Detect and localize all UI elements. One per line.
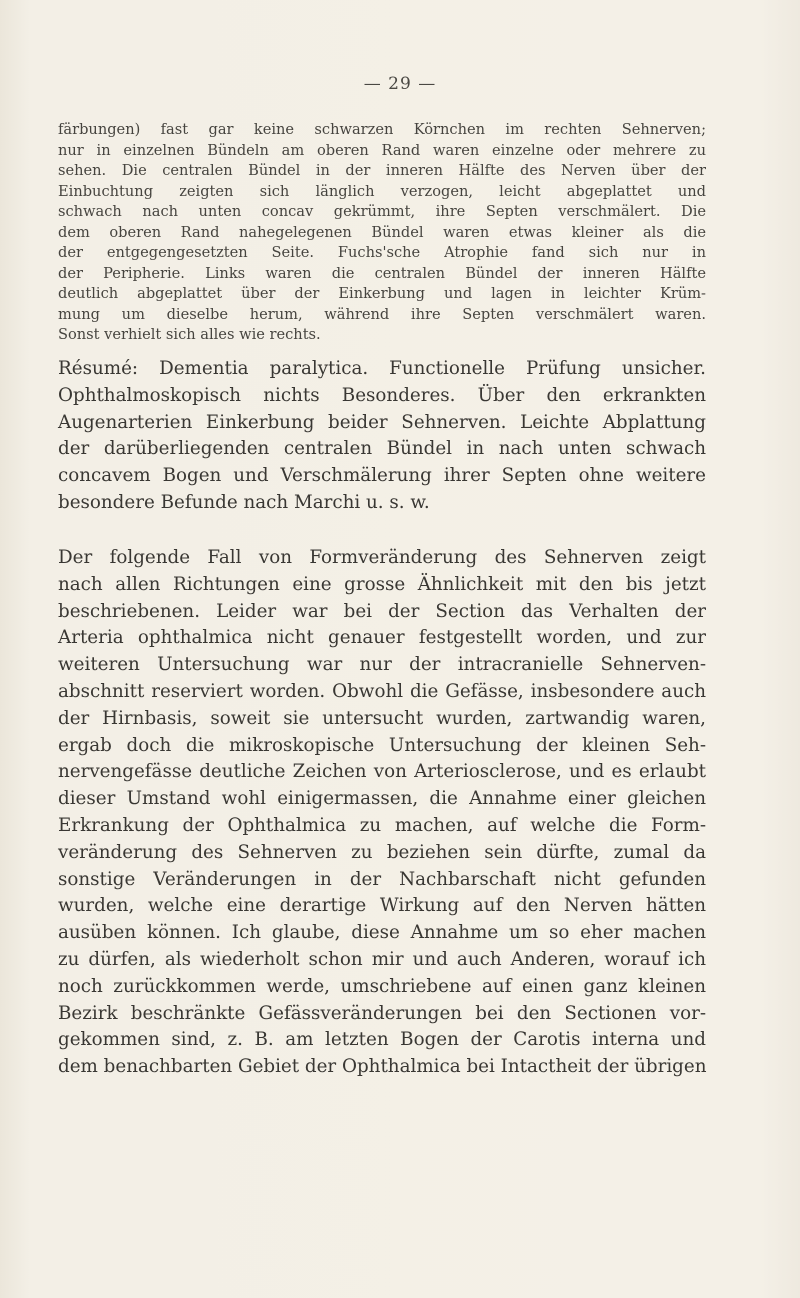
text-line: schwach nach unten concav gekrümmt, ihre Septen verschmälert. Die [58, 203, 706, 220]
text-line: sehen. Die centralen Bündel in der inneren Hälfte des Nerven über der [58, 162, 706, 179]
text-line: besondere Befunde nach Marchi u. s. w. [58, 491, 430, 513]
text-line: der entgegengesetzten Seite. Fuchs'sche Atrophie fand sich nur in [58, 244, 706, 261]
text-line: deutlich abgeplattet über der Einkerbung und lagen in leichter Krüm- [58, 285, 706, 302]
paragraph-findings [58, 120, 706, 346]
text-line: ergab doch die mikroskopische Untersuchung der kleinen Seh- [58, 734, 706, 756]
text-line: nach allen Richtungen eine grosse Ähnlichkeit mit den bis jetzt [58, 573, 706, 595]
text-line: wurden, welche eine derartige Wirkung auf den Nerven hätten [58, 895, 706, 917]
text-line: dieser Umstand wohl einigermassen, die Annahme einer gleichen [58, 788, 706, 810]
text-line: zu dürfen, als wiederholt schon mir und auch Anderen, worauf ich [58, 948, 706, 970]
text-line: sonstige Veränderungen in der Nachbarschaft nicht gefunden [58, 868, 706, 890]
text-line: dem benachbarten Gebiet der Ophthalmica bei Intactheit der übrigen [58, 1056, 707, 1078]
text-line: Augenarterien Einkerbung beider Sehnerven. Leichte Abplattung [58, 411, 706, 433]
text-line: Résumé: Dementia paralytica. Functionelle Prüfung unsicher. [58, 358, 706, 379]
text-line: Arteria ophthalmica nicht genauer festgestellt worden, und zur [58, 627, 706, 649]
text-line: mung um dieselbe herum, während ihre Septen verschmälert waren. [58, 305, 706, 323]
text-line: Erkrankung der Ophthalmica zu machen, auf welche die Form- [58, 814, 706, 836]
text-line: Der folgende Fall von Formveränderung des Sehnerven zeigt [58, 547, 706, 568]
text-line: der Hirnbasis, soweit sie untersucht wurden, zartwandig waren, [58, 707, 706, 729]
text-line: Sonst verhielt sich alles wie rechts. [58, 326, 321, 343]
text-line: weiteren Untersuchung war nur der intracranielle Sehnerven- [58, 654, 706, 676]
text-line: nur in einzelnen Bündeln am oberen Rand waren einzelne oder mehrere zu [58, 141, 706, 159]
text-line: gekommen sind, z. B. am letzten Bogen der Carotis interna und [58, 1029, 706, 1051]
text-line: der darüberliegenden centralen Bündel in nach unten schwach [58, 438, 706, 460]
text-line: Einbuchtung zeigten sich länglich verzogen, leicht abgeplattet und [58, 182, 706, 200]
text-line: ausüben können. Ich glaube, diese Annahme um so eher machen [58, 922, 706, 944]
text-line: dem oberen Rand nahegelegenen Bündel waren etwas kleiner als die [58, 223, 706, 241]
paragraph-resume [58, 356, 706, 517]
text-line: Bezirk beschränkte Gefässveränderungen bei den Sectionen vor- [58, 1002, 706, 1024]
text-line: veränderung des Sehnerven zu beziehen sein dürfte, zumal da [58, 841, 706, 863]
paragraph-next-case [58, 545, 706, 1081]
text-line: noch zurückkommen werde, umschriebene auf einen ganz kleinen [58, 975, 706, 997]
text-line: beschriebenen. Leider war bei der Section das Verhalten der [58, 600, 706, 622]
text-line: der Peripherie. Links waren die centralen Bündel der inneren Hälfte [58, 264, 706, 282]
text-line: Ophthalmoskopisch nichts Besonderes. Über den erkrankten [58, 384, 706, 406]
text-line: concavem Bogen und Verschmälerung ihrer Septen ohne weitere [58, 465, 706, 487]
text-line: färbungen) fast gar keine schwarzen Körnchen im rechten Sehnerven; [58, 121, 706, 138]
text-line: nervengefässe deutliche Zeichen von Arteriosclerose, und es erlaubt [58, 761, 706, 783]
text-line: abschnitt reserviert worden. Obwohl die Gefässe, insbesondere auch [58, 680, 706, 702]
page-number: — 29 — [363, 74, 437, 94]
